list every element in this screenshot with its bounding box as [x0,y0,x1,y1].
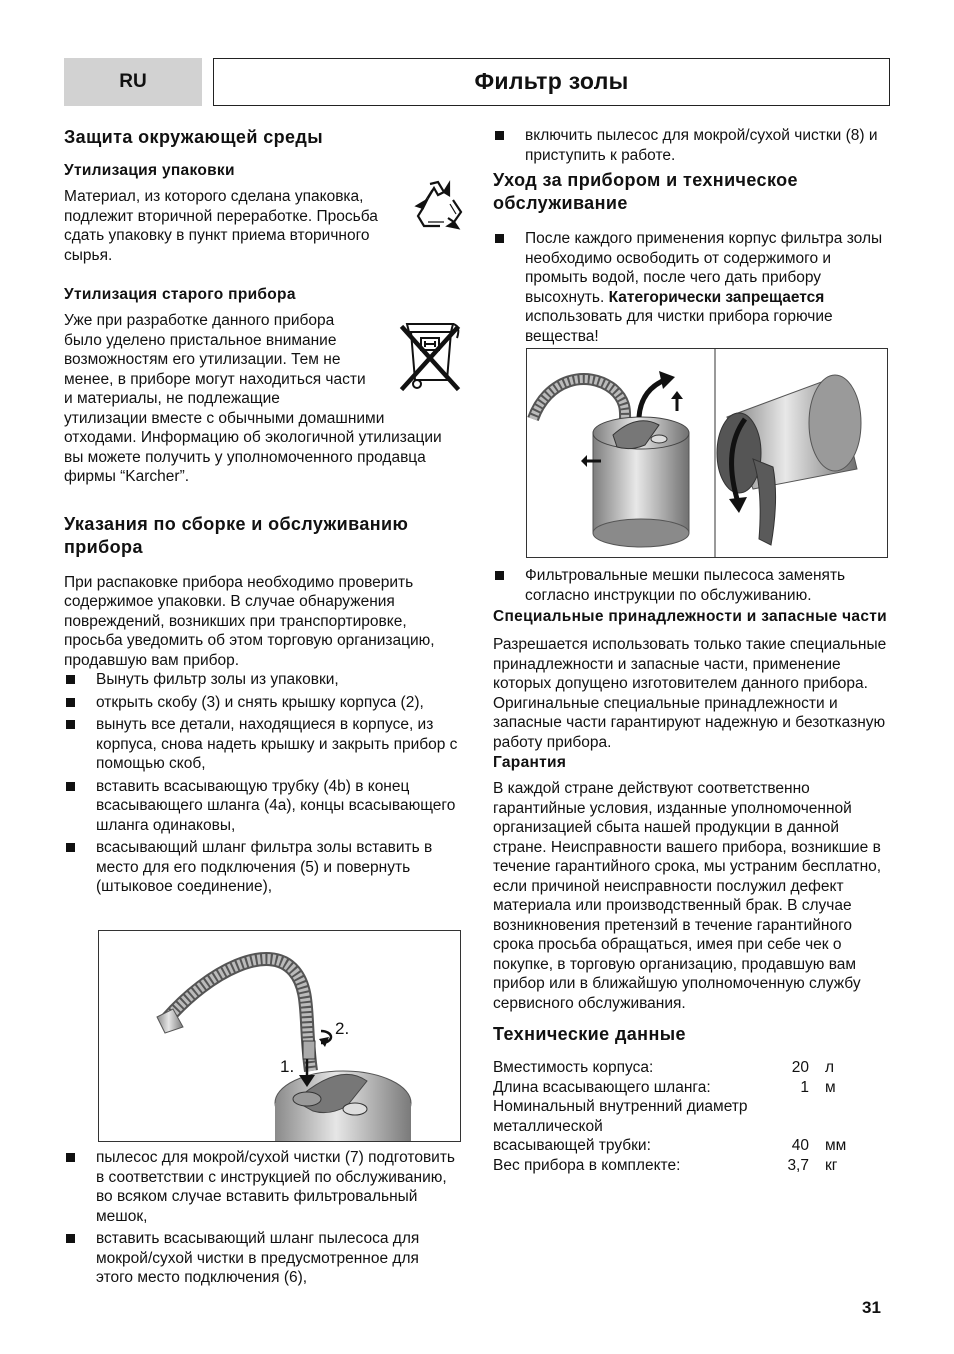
assembly-steps-list-continued [64,1148,459,1288]
step-two-label: 2. [335,1019,350,1038]
spec-label: Вес прибора в комплекте: [493,1156,681,1174]
accessories-heading: Специальные принадлежности и запасные части [493,608,887,625]
spec-unit: м [825,1078,836,1096]
packaging-heading: Утилизация упаковки [64,162,235,179]
language-badge [64,58,202,106]
right-column [493,126,889,346]
assembly-intro-text: При распаковке прибора необходимо проверить содержимое упаковки. В случае обнаружения повреждений, возникших при транспортировке, просьба уведомить об этом торговую организацию, продавшую вам прибор. [64,573,435,669]
list-item: Вынуть фильтр золы из упаковки, [64,670,459,690]
right-column-continued [493,566,889,1175]
spec-value: 20 [791,1059,809,1076]
left-column [64,126,459,897]
table-row [493,1097,873,1136]
packaging-text: Материал, из которого сделана упаковка, подлежит вторичной переработке. Просьба сдать упаковку в пункт приема вторичного сырья. [64,188,378,264]
table-row [493,1078,873,1098]
spec-value: 1 [800,1078,809,1096]
spec-label: Вместимость корпуса: [493,1059,654,1076]
step-one-label: 1. [280,1057,295,1076]
list-item: пылесос для мокрой/сухой чистки (7) подготовить в соответствии с инструкцией по обслуживанию, во всяком случае вставить фильтровальный мешок, [64,1148,459,1226]
accessories-text: Разрешается использовать только такие специальные принадлежности и запасные части, применение которых допущено изготовителем данного прибора. Оригинальные специальные принадлежности и запасные части гарантируют надежную и безотказную работу прибора. [493,636,887,751]
spec-label: Длина всасывающего шланга: [493,1078,711,1096]
tech-data-heading: Технические данные [493,1024,686,1044]
list-item: включить пылесос для мокрой/сухой чистки (8) и приступить к работе. [493,126,889,165]
cleaning-figure [526,348,888,558]
spec-label: Номинальный внутренний диаметр металлической [493,1098,748,1135]
list-item [493,229,889,346]
care-section-heading: Уход за прибором и техническое обслуживание [493,170,798,213]
spec-value [773,1097,809,1136]
care-list-continued [493,566,889,605]
spec-unit: кг [825,1156,838,1174]
recycle-icon [410,178,466,232]
list-item: вставить всасывающий шланг пылесоса для мокрой/сухой чистки в предусмотренное для этого место подключения (6), [64,1229,459,1288]
spec-label: всасывающей трубки: [493,1137,651,1154]
list-item: открыть скобу (3) и снять крышку корпуса (2), [64,693,459,713]
list-item: вставить всасывающую трубку (4b) в конец всасывающего шланга (4a), концы всасывающего шланга одинаковы, [64,777,459,836]
spec-value: 40 [791,1137,809,1154]
table-row [493,1136,873,1156]
hose-connection-drawing [99,931,460,1141]
list-item: Фильтровальные мешки пылесоса заменять согласно инструкции по обслуживанию. [493,566,889,605]
old-device-heading: Утилизация старого прибора [64,286,296,303]
assembly-steps-list [64,670,459,897]
assembly-section-heading: Указания по сборке и обслуживанию прибора [64,513,409,557]
list-item: вынуть все детали, находящиеся в корпусе, из корпуса, снова надеть крышку и закрыть прибор с помощью скоб, [64,715,459,774]
list-item: всасывающий шланг фильтра золы вставить в место для его подключения (5) и повернуть (штыковое соединение), [64,838,459,897]
spec-unit: мм [825,1137,847,1154]
hose-connection-figure [98,930,461,1142]
warranty-text: В каждой стране действуют соответственно гарантийные условия, изданные уполномоченной организацией сбыта нашей продукции в данной стране. Неисправности вашего прибора, возникшие в течение гарантийного срока, мы устраним бесплатно, если причиной неисправности послужил дефект материала или производственный брак. В случае возникновения претензий в течение гарантийного срока просьба обращаться, имея при себе чек о покупке, в торговую организацию, продавшую вам прибор или в ближайшую уполномоченную службу сервисного обслуживания. [493,780,882,1012]
care-text-part2: использовать для чистки прибора горючие вещества! [525,308,833,345]
spec-unit: л [825,1059,835,1076]
cleaning-drawing [527,349,887,557]
page-number: 31 [862,1298,881,1317]
old-device-text-content: Уже при разработке данного прибора было уделено пристальное внимание возможностям его утилизации. Тем не менее, в приборе могут находиться части и материалы, не подлежащие утилизации вместе с обычными домашними отходами. Информацию об экологичной утилизации вы можете получить у уполномоченного продавца фирмы “Karcher”. [64,312,442,485]
warranty-heading: Гарантия [493,754,567,771]
table-row [493,1156,873,1176]
care-text-part1: После каждого применения корпус фильтра золы необходимо освободить от содержимого и промыть водой, после чего дать прибору высохнуть. [525,230,883,306]
spec-value: 3,7 [787,1156,809,1174]
crossed-bin-icon [397,314,465,392]
env-section-heading: Защита окружающей среды [64,127,324,147]
care-text-bold: Категорически запрещается [608,288,825,306]
care-list [493,229,889,346]
spec-unit [809,1097,873,1136]
page-title-text: Фильтр золы [474,68,629,95]
table-row [493,1058,873,1078]
language-label: RU [119,71,147,93]
tech-specs-table [493,1058,873,1175]
page-title [213,58,890,106]
steps-list-right [493,126,889,165]
